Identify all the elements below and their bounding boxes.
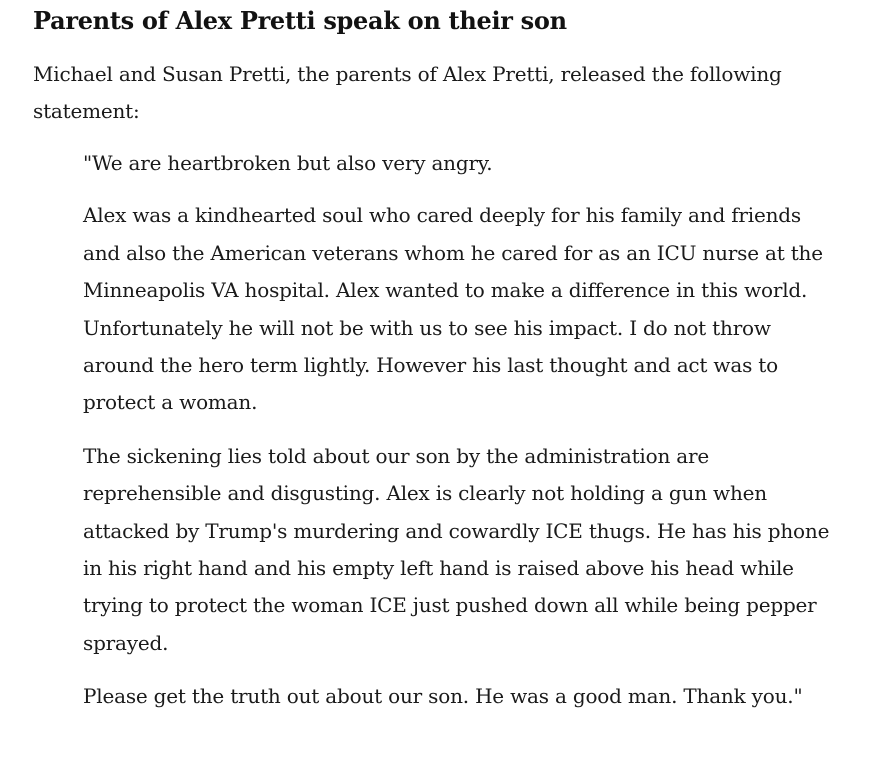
article [33,0,833,732]
quote-paragraph-3: The sickening lies told about our son by the administration are reprehensible and disgusting. Alex is clearly not holding a gun when attacked by Trump's murdering and cowardly ICE thugs. He has his phone in his right hand and his empty left hand is raised above his head while trying to protect the woman ICE just pushed down all while being pepper sprayed. [83,443,830,655]
quote-paragraph-1: "We are heartbroken but also very angry. [83,151,493,175]
article-headline: Parents of Alex Pretti speak on their son [33,6,567,35]
quote-paragraph-4: Please get the truth out about our son. He was a good man. Thank you." [83,684,803,709]
quote-paragraph-2: Alex was a kindhearted soul who cared deeply for his family and friends and also the American veterans whom he cared for as an ICU nurse at the Minneapolis VA hospital. Alex wanted to make a difference in this world. Unfortunately he will not be with us to see his impact. I do not throw around the hero term lightly. However his last thought and act was to protect a woman. [83,203,823,415]
article-intro: Michael and Susan Pretti, the parents of Alex Pretti, released the following statement: [33,62,782,123]
statement-quote [33,145,835,716]
